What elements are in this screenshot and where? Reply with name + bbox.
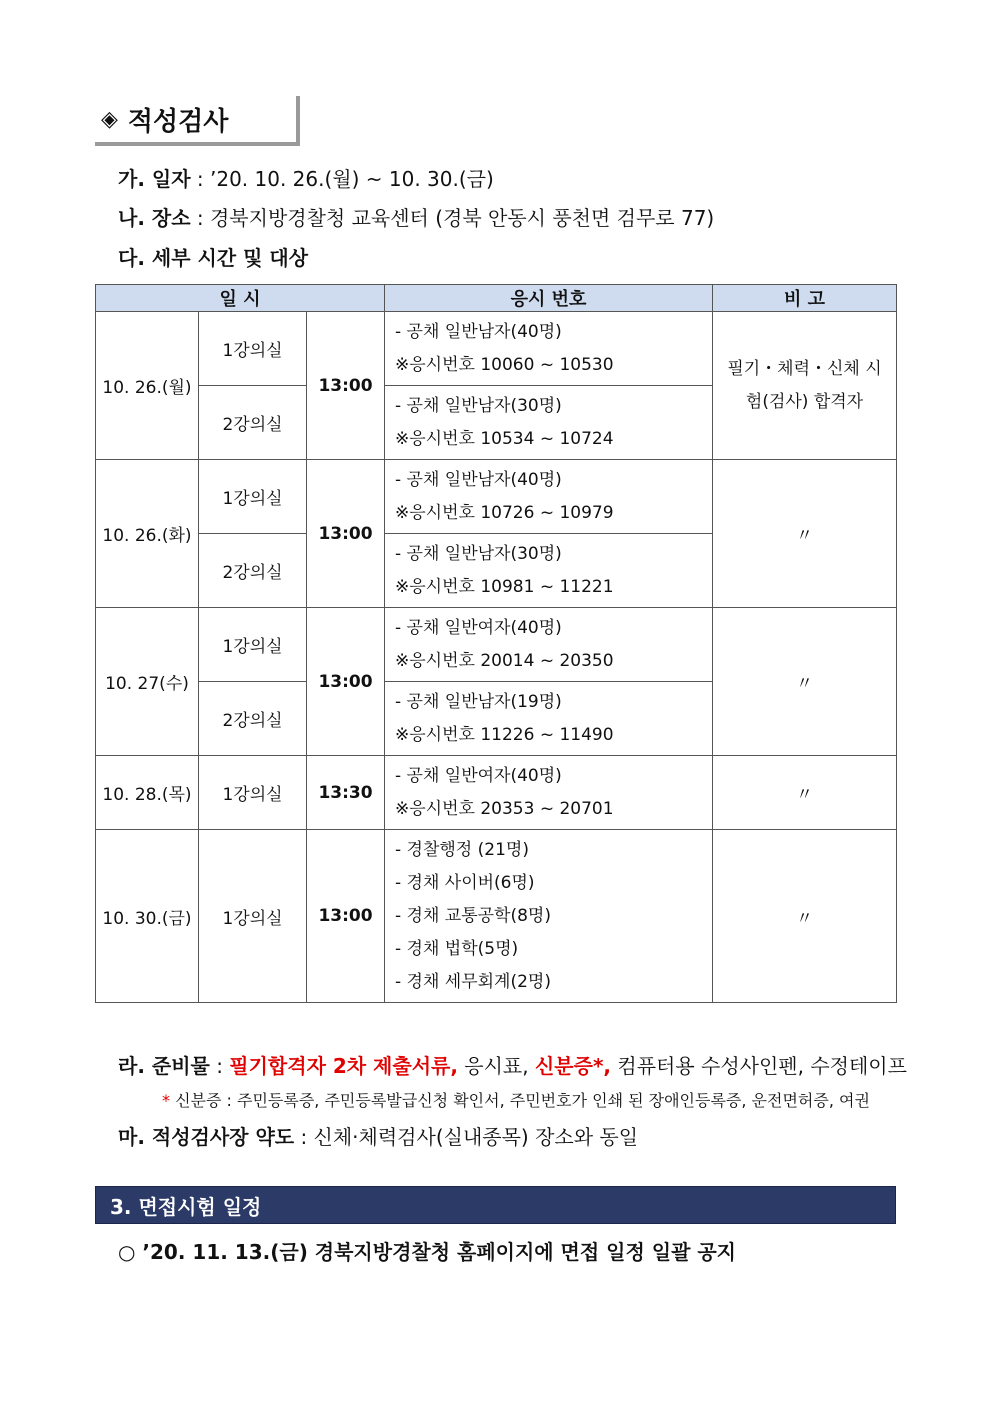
room-cell: 1강의실 — [199, 756, 307, 830]
item-ra-sep: : — [209, 1054, 230, 1078]
item-na-place — [118, 202, 714, 231]
item-ga-label: 가. 일자 — [118, 167, 191, 191]
item-ra-red2: 신분증*, — [534, 1054, 612, 1078]
item-ma-map — [118, 1121, 638, 1150]
item-na-label: 나. 장소 — [118, 206, 191, 230]
remark-cell: 필기・체력・신체 시험(검사) 합격자 — [713, 312, 897, 460]
number-cell — [385, 608, 713, 682]
section-title-box — [95, 96, 300, 146]
item-ra-rest: 컴퓨터용 수성사인펜, 수정테이프 — [611, 1054, 907, 1078]
note-text: 신분증 : 주민등록증, 주민등록발급신청 확인서, 주민번호가 인쇄 된 장애인등록증, 운전면허증, 여권 — [170, 1091, 870, 1110]
number-line: - 공채 일반여자(40명) — [395, 765, 562, 786]
number-line: - 공채 일반남자(40명) — [395, 469, 562, 490]
diamond-icon: ◈ — [101, 106, 118, 132]
number-line: - 경채 세무회계(2명) — [395, 971, 551, 992]
section3-title: 3. 면접시험 일정 — [110, 1194, 262, 1219]
table-row — [96, 830, 897, 1003]
time-cell: 13:00 — [307, 608, 385, 756]
number-cell — [385, 830, 713, 1003]
room-cell: 2강의실 — [199, 534, 307, 608]
item-ma-value: 신체·체력검사(실내종목) 장소와 동일 — [313, 1125, 639, 1149]
number-line: ※응시번호 11226 ~ 11490 — [395, 724, 614, 745]
date-cell: 10. 26.(화) — [96, 460, 199, 608]
date-cell: 10. 28.(목) — [96, 756, 199, 830]
number-cell — [385, 312, 713, 386]
number-line: - 공채 일반여자(40명) — [395, 617, 562, 638]
number-line: - 공채 일반남자(30명) — [395, 543, 562, 564]
item-na-sep: : — [190, 206, 210, 230]
number-line: - 공채 일반남자(30명) — [395, 395, 562, 416]
note-star: * — [162, 1091, 170, 1110]
time-cell: 13:00 — [307, 312, 385, 460]
number-line: - 공채 일반남자(40명) — [395, 321, 562, 342]
remark-cell: 〃 — [713, 608, 897, 756]
header-number: 응시 번호 — [385, 285, 713, 312]
header-remark: 비 고 — [713, 285, 897, 312]
remark-cell: 〃 — [713, 756, 897, 830]
room-cell: 1강의실 — [199, 830, 307, 1003]
id-note — [162, 1088, 870, 1111]
number-line: - 경채 사이버(6명) — [395, 872, 535, 893]
number-line: ※응시번호 20014 ~ 20350 — [395, 650, 614, 671]
section3-header — [95, 1186, 896, 1224]
date-cell: 10. 27(수) — [96, 608, 199, 756]
number-cell — [385, 682, 713, 756]
number-line: - 경찰행정 (21명) — [395, 839, 529, 860]
number-line: - 경채 법학(5명) — [395, 938, 519, 959]
number-line: ※응시번호 10534 ~ 10724 — [395, 428, 614, 449]
room-cell: 1강의실 — [199, 460, 307, 534]
item-na-value: 경북지방경찰청 교육센터 (경북 안동시 풍천면 검무로 77) — [209, 206, 715, 230]
room-cell: 2강의실 — [199, 386, 307, 460]
number-cell — [385, 460, 713, 534]
date-cell: 10. 26.(월) — [96, 312, 199, 460]
section-title: 적성검사 — [127, 106, 229, 137]
header-datetime: 일 시 — [96, 285, 385, 312]
time-cell: 13:30 — [307, 756, 385, 830]
schedule-table — [95, 284, 897, 1003]
item-ma-label: 마. 적성검사장 약도 — [118, 1125, 295, 1149]
number-cell — [385, 386, 713, 460]
interview-notice — [118, 1236, 736, 1265]
time-cell: 13:00 — [307, 460, 385, 608]
remark-cell: 〃 — [713, 830, 897, 1003]
item-da-label: 다. 세부 시간 및 대상 — [118, 246, 309, 270]
item-ma-sep: : — [294, 1125, 314, 1149]
number-line: - 경채 교통공학(8명) — [395, 905, 551, 926]
item-ga-value: ’20. 10. 26.(월) ~ 10. 30.(금) — [209, 167, 494, 191]
table-row — [96, 608, 897, 682]
remark-cell: 〃 — [713, 460, 897, 608]
number-line: ※응시번호 20353 ~ 20701 — [395, 798, 614, 819]
room-cell: 1강의실 — [199, 608, 307, 682]
item-ga-date — [118, 163, 494, 192]
notice-text: ’20. 11. 13.(금) 경북지방경찰청 홈페이지에 면접 일정 일괄 공지 — [135, 1240, 737, 1264]
table-row — [96, 756, 897, 830]
item-ra-label: 라. 준비물 — [118, 1054, 210, 1078]
number-line: ※응시번호 10060 ~ 10530 — [395, 354, 614, 375]
time-cell: 13:00 — [307, 830, 385, 1003]
number-line: ※응시번호 10726 ~ 10979 — [395, 502, 614, 523]
circle-bullet-icon: ○ — [118, 1240, 136, 1264]
number-cell — [385, 756, 713, 830]
item-ga-sep: : — [190, 167, 210, 191]
table-row — [96, 460, 897, 534]
number-cell — [385, 534, 713, 608]
number-line: ※응시번호 10981 ~ 11221 — [395, 576, 614, 597]
room-cell: 1강의실 — [199, 312, 307, 386]
item-da-detail — [118, 242, 308, 271]
number-line: - 공채 일반남자(19명) — [395, 691, 562, 712]
room-cell: 2강의실 — [199, 682, 307, 756]
table-row — [96, 312, 897, 386]
item-ra-supplies — [118, 1050, 907, 1079]
item-ra-mid: 응시표, — [457, 1054, 535, 1078]
item-ra-red1: 필기합격자 2차 제출서류, — [229, 1054, 458, 1078]
date-cell: 10. 30.(금) — [96, 830, 199, 1003]
